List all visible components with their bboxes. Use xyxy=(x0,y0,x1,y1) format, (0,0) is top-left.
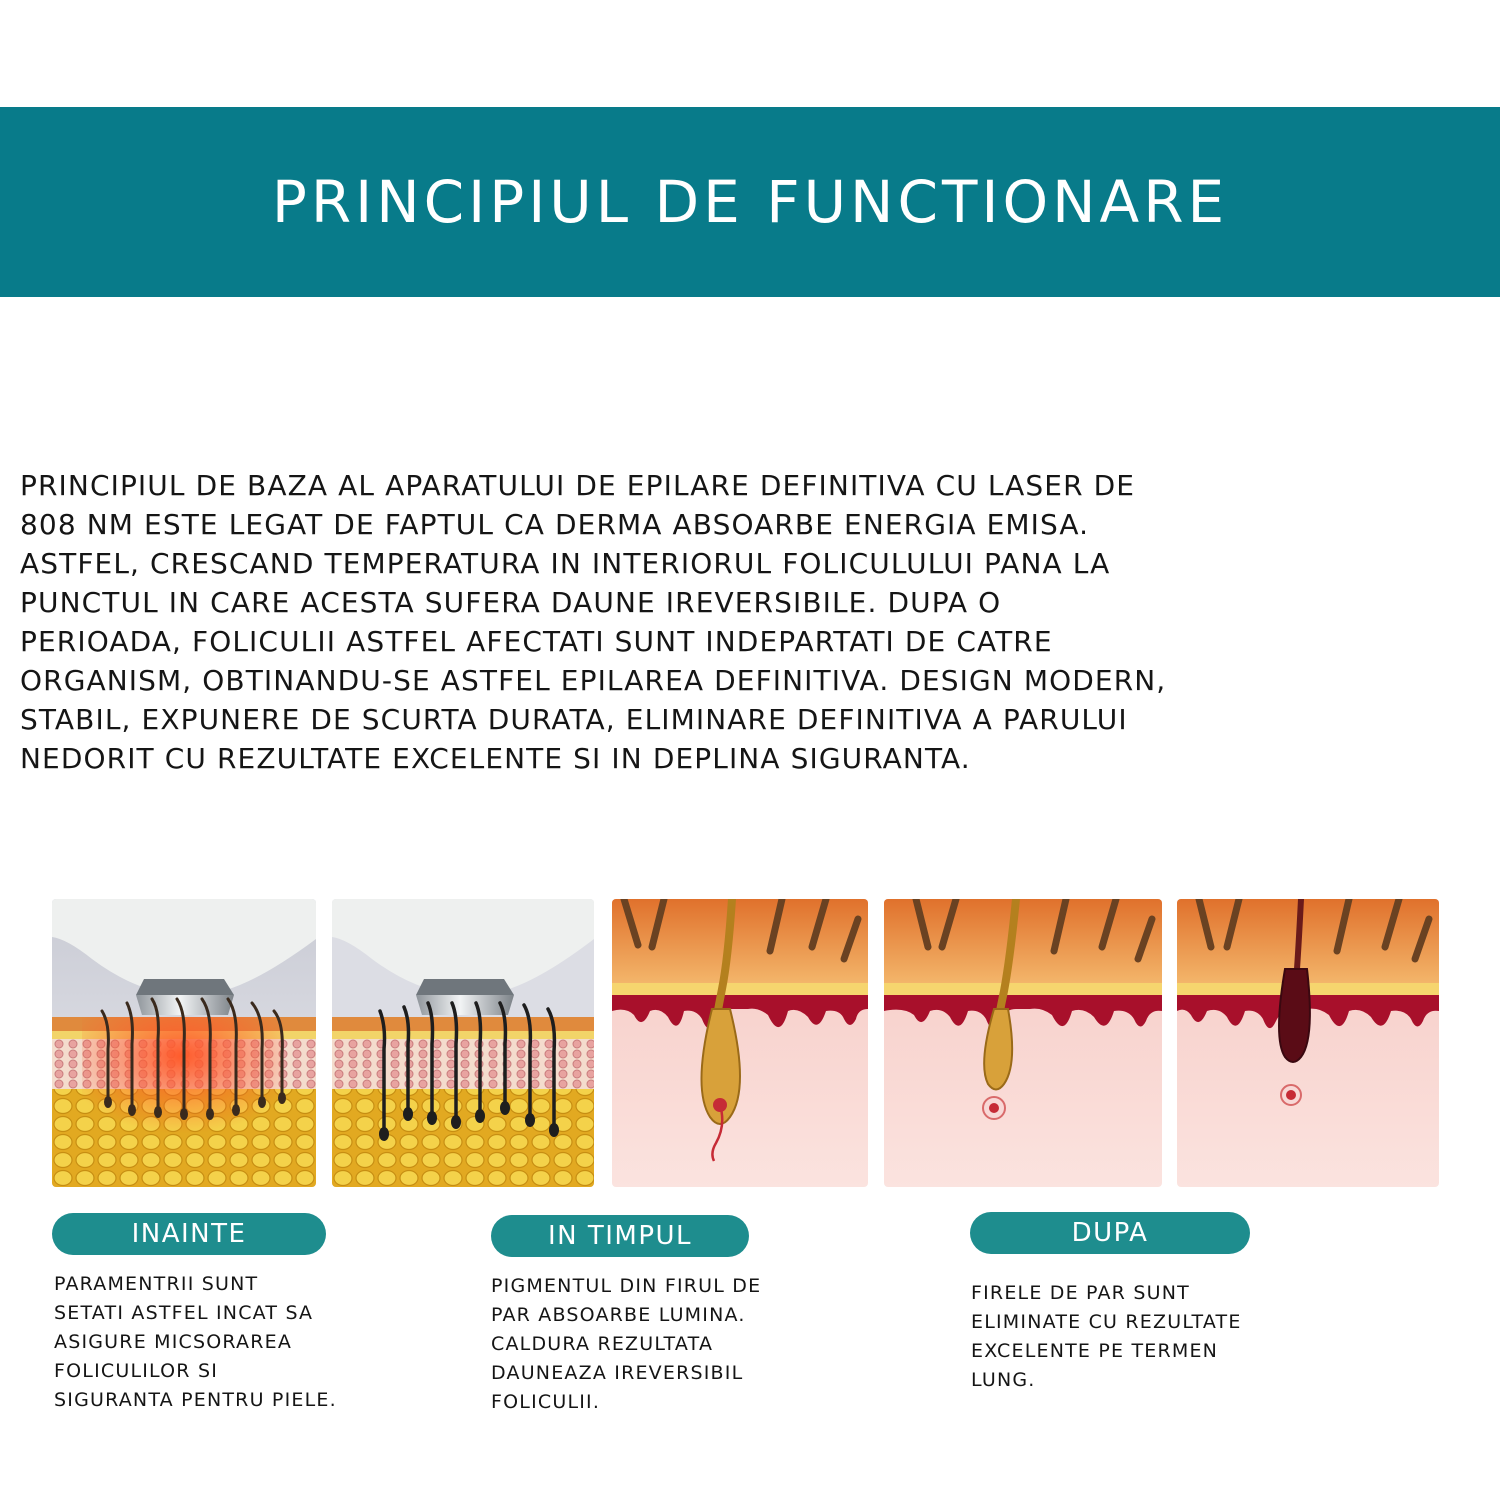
illustration-healthy-follicle xyxy=(612,899,868,1187)
description-line: SETATI ASTFEL INCAT SA xyxy=(54,1302,314,1324)
description-line: PIGMENTUL DIN FIRUL DE xyxy=(491,1275,762,1297)
illustration-follicle-absorption xyxy=(332,899,594,1187)
page-title: PRINCIPIUL DE FUNCTIONARE xyxy=(271,168,1229,236)
description-line: FOLICULILOR SI xyxy=(54,1360,219,1382)
title-banner xyxy=(0,107,1500,297)
stage-label-after: DUPA xyxy=(970,1212,1250,1254)
description-line: LUNG. xyxy=(971,1369,1036,1391)
intro-line: PRINCIPIUL DE BAZA AL APARATULUI DE EPILARE DEFINITIVA CU LASER DE xyxy=(20,469,1136,502)
description-line: DAUNEAZA IREVERSIBIL xyxy=(491,1362,744,1384)
stage-description-during xyxy=(491,1272,871,1417)
intro-line: PUNCTUL IN CARE ACESTA SUFERA DAUNE IREVERSIBILE. DUPA O xyxy=(20,586,1002,619)
stage-description-after xyxy=(971,1279,1371,1395)
description-line: EXCELENTE PE TERMEN xyxy=(971,1340,1219,1362)
intro-paragraph xyxy=(20,466,1485,778)
intro-line: STABIL, EXPUNERE DE SCURTA DURATA, ELIMINARE DEFINITIVA A PARULUI xyxy=(20,703,1128,736)
intro-line: NEDORIT CU REZULTATE EXCELENTE SI IN DEPLINA SIGURANTA. xyxy=(20,742,971,775)
intro-line: PERIOADA, FOLICULII ASTFEL AFECTATI SUNT INDEPARTATI DE CATRE xyxy=(20,625,1053,658)
intro-line: 808 NM ESTE LEGAT DE FAPTUL CA DERMA ABSOARBE ENERGIA EMISA. xyxy=(20,508,1090,541)
description-line: FOLICULII. xyxy=(491,1391,601,1413)
stage-description-before xyxy=(54,1270,454,1415)
description-line: ASIGURE MICSORAREA xyxy=(54,1331,293,1353)
description-line: PAR ABSOARBE LUMINA. xyxy=(491,1304,746,1326)
intro-line: ASTFEL, CRESCAND TEMPERATURA IN INTERIORUL FOLICULULUI PANA LA xyxy=(20,547,1111,580)
illustration-laser-heating xyxy=(52,899,316,1187)
description-line: SIGURANTA PENTRU PIELE. xyxy=(54,1389,337,1411)
description-line: FIRELE DE PAR SUNT xyxy=(971,1282,1190,1304)
description-line: ELIMINATE CU REZULTATE xyxy=(971,1311,1242,1333)
stage-label-before: INAINTE xyxy=(52,1213,326,1255)
illustration-destroyed-follicle xyxy=(1177,899,1439,1187)
description-line: CALDURA REZULTATA xyxy=(491,1333,714,1355)
description-line: PARAMENTRII SUNT xyxy=(54,1273,259,1295)
illustration-damaged-follicle xyxy=(884,899,1162,1187)
stage-label-during: IN TIMPUL xyxy=(491,1215,749,1257)
intro-line: ORGANISM, OBTINANDU-SE ASTFEL EPILAREA DEFINITIVA. DESIGN MODERN, xyxy=(20,664,1167,697)
